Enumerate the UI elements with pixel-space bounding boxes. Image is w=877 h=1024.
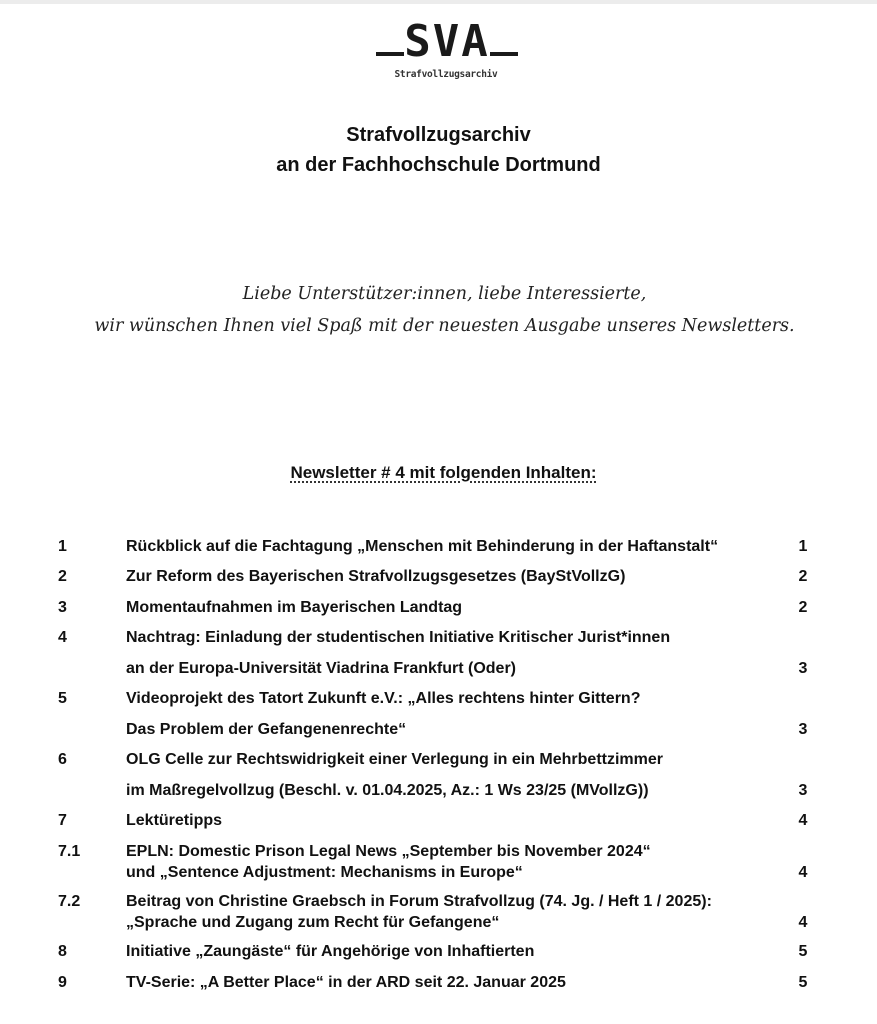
- toc-entry-title: „Sprache und Zugang zum Recht für Gefangene“: [126, 914, 500, 931]
- toc-entry-number: 9: [58, 974, 67, 991]
- toc-heading: [0, 463, 877, 483]
- toc-entry-page: 3: [798, 660, 808, 677]
- toc-entry-page: 5: [798, 943, 808, 960]
- toc-entry-number: 7.1: [58, 843, 81, 860]
- sva-logo-mark: [372, 14, 522, 74]
- toc-entry-title: Rückblick auf die Fachtagung „Menschen mit Behinderung in der Haftanstalt“: [126, 538, 719, 555]
- toc-entry-title: Beitrag von Christine Graebsch in Forum Strafvollzug (74. Jg. / Heft 1 / 2025):: [126, 893, 712, 910]
- toc-entry-page: 4: [798, 864, 808, 881]
- toc-entry-page: 2: [798, 599, 808, 616]
- toc-entry-page: 1: [798, 538, 808, 555]
- toc-entry-title: Nachtrag: Einladung der studentischen Initiative Kritischer Jurist*innen: [126, 629, 671, 646]
- toc-entry-number: 2: [58, 568, 67, 585]
- toc-entry-page: 3: [798, 782, 808, 799]
- sva-logo: [372, 14, 522, 86]
- toc-entry-number: 6: [58, 751, 67, 768]
- page-title-line1: Strafvollzugsarchiv: [346, 124, 531, 146]
- logo-caption: Strafvollzugsarchiv: [394, 69, 498, 80]
- toc-entry-title: Videoprojekt des Tatort Zukunft e.V.: „Alles rechtens hinter Gittern?: [126, 690, 641, 707]
- toc-entry-title: EPLN: Domestic Prison Legal News „September bis November 2024“: [126, 843, 651, 860]
- toc-entry-title: Das Problem der Gefangenenrechte“: [126, 721, 407, 738]
- toc-entry-page: 4: [798, 914, 808, 931]
- toc-heading-text: Newsletter # 4 mit folgenden Inhalten:: [290, 463, 597, 482]
- toc-entry-number: 3: [58, 599, 67, 616]
- toc-entry-number: 5: [58, 690, 67, 707]
- greeting-line2: wir wünschen Ihnen viel Spaß mit der neuesten Ausgabe unseres Newsletters.: [94, 316, 795, 336]
- toc-entry-title: Momentaufnahmen im Bayerischen Landtag: [126, 599, 463, 616]
- toc-entry-title: OLG Celle zur Rechtswidrigkeit einer Verlegung in ein Mehrbettzimmer: [126, 751, 664, 768]
- toc-entry-number: 7.2: [58, 893, 81, 910]
- toc-entry-page: 5: [798, 974, 808, 991]
- toc-entry-title: an der Europa-Universität Viadrina Frankfurt (Oder): [126, 660, 517, 677]
- toc-entry-title: Initiative „Zaungäste“ für Angehörige von Inhaftierten: [126, 943, 535, 960]
- toc-entry-title: und „Sentence Adjustment: Mechanisms in Europe“: [126, 864, 523, 881]
- toc-entry-page: 2: [798, 568, 808, 585]
- toc-entry-title: Zur Reform des Bayerischen Strafvollzugsgesetzes (BayStVollzG): [126, 568, 626, 585]
- toc-entry-page: 3: [798, 721, 808, 738]
- page-top-border: [0, 0, 877, 4]
- toc-entry-title: im Maßregelvollzug (Beschl. v. 01.04.2025, Az.: 1 Ws 23/25 (MVollzG)): [126, 782, 649, 799]
- toc-entry-number: 8: [58, 943, 67, 960]
- greeting-line1: Liebe Unterstützer:innen, liebe Interessierte,: [242, 284, 647, 304]
- toc-entry-title: TV-Serie: „A Better Place“ in der ARD seit 22. Januar 2025: [126, 974, 566, 991]
- page-title-line2: an der Fachhochschule Dortmund: [276, 154, 601, 176]
- toc-entry-number: 4: [58, 629, 67, 646]
- toc-entry-title: Lektüretipps: [126, 812, 223, 829]
- toc-entry-page: 4: [798, 812, 808, 829]
- logo-letters: SVA: [404, 16, 490, 67]
- toc-entry-number: 7: [58, 812, 67, 829]
- toc-entry-number: 1: [58, 538, 67, 555]
